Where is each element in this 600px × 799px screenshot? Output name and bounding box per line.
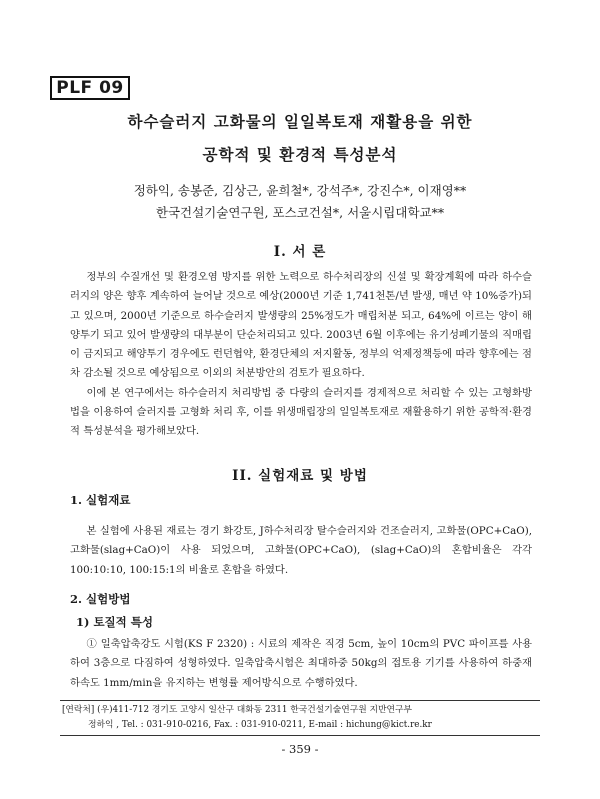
contact-details: 정하익 , Tel. : 031-910-0216, Fax. : 031-910-0211, E-mail : hichung@kict.re.kr <box>88 720 432 730</box>
paper-title-line-2: 공학적 및 환경적 특성분석 <box>202 145 398 164</box>
introduction-paragraph-1: 정부의 수질개선 및 환경오염 방지를 위한 노력으로 하수처리장의 신설 및 확장계획에 따라 하수슬러지의 양은 향후 계속하여 늘어날 것으로 예상(2000년 기준 1,741천톤/년 발생, 매년 약 10%증가)되고 있으며, 2000년 기준으로 하수슬러지 발생량의 25%정도가 매립처분 되고, 64%에 이르는 양이 해양투기 되고 있어 발생량의 대부분이 단순처리되고 있다. 2003년 6월 이후에는 유기성폐기물의 직매립이 금지되고 해양투기 경우에도 런던협약, 환경단체의 저지활동, 정부의 억제정책등에 따라 향후에는 점차 감소될 것으로 예상됨으로 이외의 처분방안의 검토가 필요하다. <box>70 271 532 380</box>
materials-paragraph: 본 실험에 사용된 재료는 경기 화강토, J하수처리장 탈수슬러지와 건조슬러지, 고화물(OPC+CaO), 고화물(slag+CaO)이 사용 되었으며, 고화물(OPC+CaO), (slag+CaO)의 혼합비율은 각각 100:10:10, 100:15:1의 비율로 혼합을 하였다. <box>70 525 532 576</box>
author-list: 정하익, 송봉준, 김상근, 윤희철*, 강석주*, 강진수*, 이재영** <box>133 183 467 198</box>
introduction-body <box>70 268 532 442</box>
paper-code-box: PLF 09 <box>50 76 130 100</box>
page-number: - 359 - <box>281 742 319 756</box>
section-heading-introduction: I. 서 론 <box>273 244 327 260</box>
subsection-heading-materials: 1. 실험재료 <box>70 493 131 507</box>
contact-address: [연락처] (우)411-712 경기도 고양시 일산구 대화동 2311 한국건설기술연구원 지반연구부 <box>62 705 412 715</box>
footer-divider <box>60 700 540 701</box>
materials-body <box>70 522 532 580</box>
contact-block <box>62 703 542 733</box>
footer-divider-bottom <box>60 735 540 736</box>
subsubsection-heading-soil-properties: 1) 토질적 특성 <box>76 615 153 629</box>
affiliation-list: 한국건설기술연구원, 포스코건설*, 서울시립대학교** <box>155 205 445 220</box>
introduction-paragraph-2: 이에 본 연구에서는 하수슬러지 처리방법 중 다량의 슬러지를 경제적으로 처리할 수 있는 고형화방법을 이용하여 슬러지를 고형화 처리 후, 이를 위생매립장의 일일복토재로 재활용하기 위한 공학적·환경적 특성분석을 평가해보았다. <box>70 386 532 438</box>
paper-title-line-1: 하수슬러지 고화물의 일일복토재 재활용을 위한 <box>127 112 473 131</box>
methods-body <box>70 635 532 693</box>
section-heading-materials-methods: II. 실험재료 및 방법 <box>232 468 368 484</box>
unconfined-compression-paragraph: ① 일축압축강도 시험(KS F 2320) : 시료의 제작은 직경 5cm, 높이 10cm의 PVC 파이프를 사용하여 3층으로 다짐하여 성형하였다. 일축압축시험은 최대하중 50kg의 접토용 기기를 사용하여 하중재하속도 1mm/min을 유지하는 변형률 제어방식으로 수행하였다. <box>70 638 532 689</box>
subsection-heading-methods: 2. 실험방법 <box>70 592 131 606</box>
